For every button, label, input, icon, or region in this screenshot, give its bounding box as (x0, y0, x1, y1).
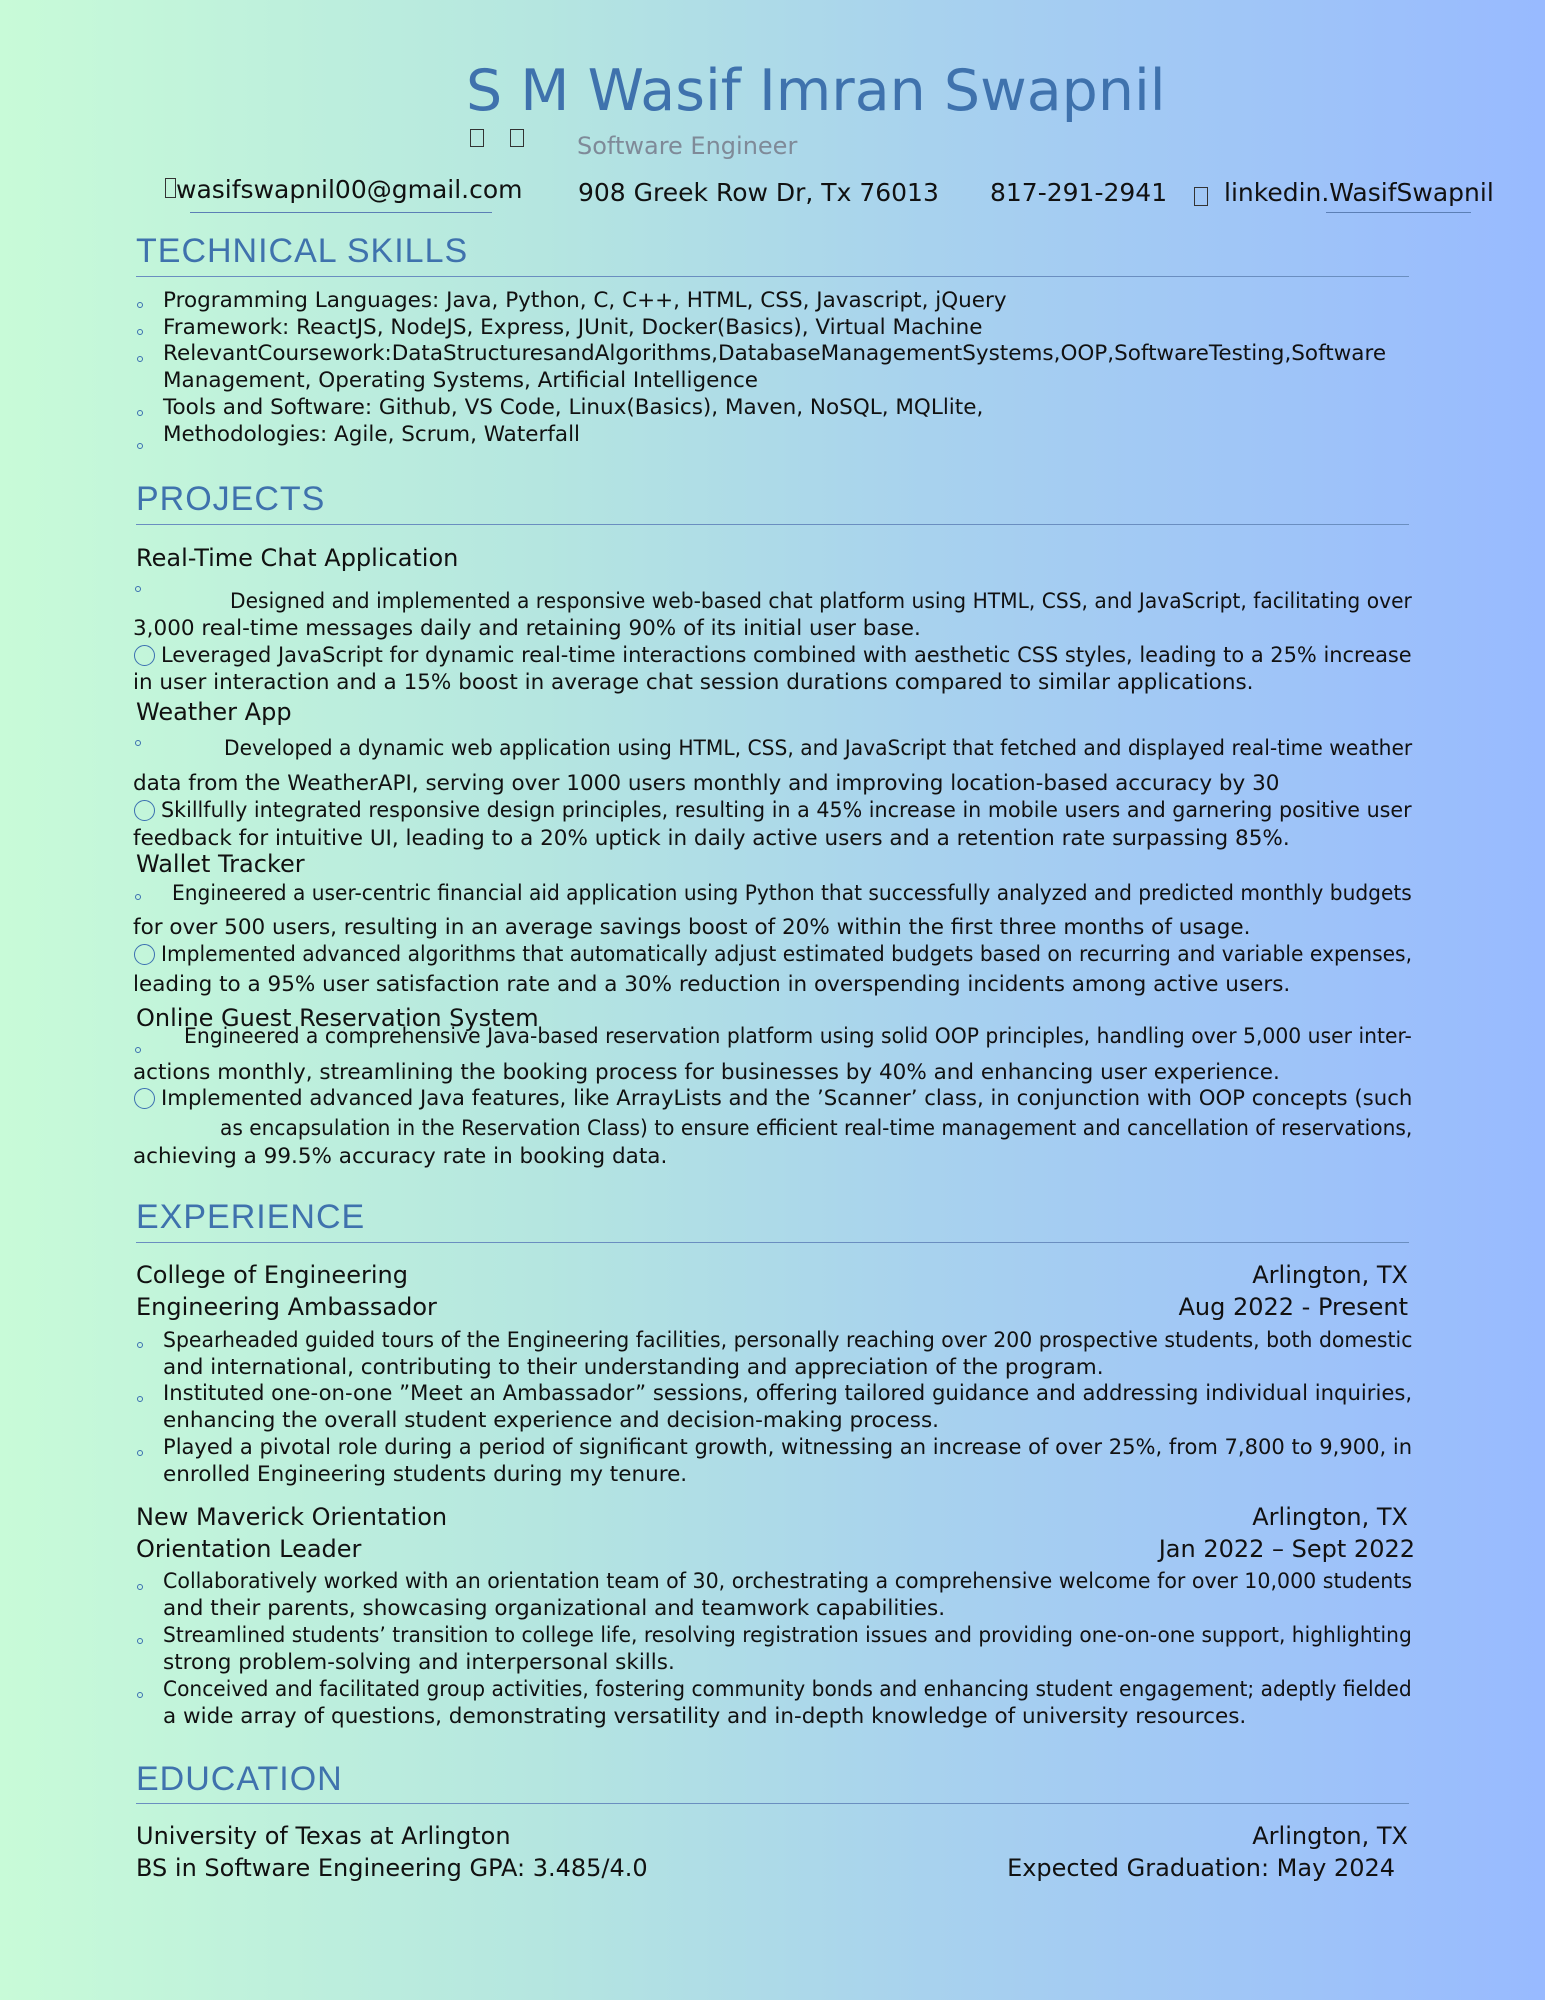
experience-line: and international, contributing to their understanding and appreciation of the program. (163, 1355, 1104, 1380)
experience-line: and their parents, showcasing organizational and teamwork capabilities. (163, 1596, 946, 1621)
bullet-icon (134, 645, 155, 666)
bullet-icon (137, 1584, 143, 1590)
section-rule (136, 524, 1409, 525)
experience-position: Engineering Ambassador (136, 1293, 437, 1321)
project-line: Engineered a comprehensive Java-based reservation platform using solid OOP principles, handling over 5,000 user inter- (184, 1024, 1412, 1049)
linkedin-link[interactable]: linkedin.WasifSwapnil (1224, 178, 1494, 207)
project-line: data from the WeatherAPI, serving over 1000 users monthly and improving location-based accuracy by 30 (133, 771, 1280, 796)
skill-line: Management, Operating Systems, Artificial Intelligence (163, 368, 759, 393)
bullet-icon (134, 800, 155, 821)
bullet-icon (137, 410, 143, 416)
experience-line: Collaboratively worked with an orientation team of 30, orchestrating a comprehensive welcome for over 10,000 students (163, 1569, 1413, 1594)
project-line: feedback for intuitive UI, leading to a 20% uptick in daily active users and a retention rate surpassing 85%. (133, 826, 1290, 851)
linkedin-icon (1194, 187, 1208, 206)
linkedin-underline (1326, 212, 1471, 213)
bullet-icon (135, 894, 141, 900)
project-line: in user interaction and a 15% boost in average chat session durations compared to similar applications. (133, 670, 1254, 695)
education-degree: BS in Software Engineering GPA: 3.485/4.0 (136, 1854, 648, 1882)
experience-line: Instituted one-on-one ”Meet an Ambassador” sessions, offering tailored guidance and addressing individual inquiries, (163, 1381, 1413, 1406)
project-line: for over 500 users, resulting in an average savings boost of 20% within the first three months of usage. (133, 915, 1251, 940)
section-title-education: EDUCATION (136, 1760, 343, 1798)
bullet-icon (137, 1692, 143, 1698)
phone-icon (470, 129, 484, 147)
bullet-icon (137, 1342, 143, 1348)
section-title-projects: PROJECTS (136, 480, 326, 518)
project-line: 3,000 real-time messages daily and retaining 90% of its initial user base. (133, 616, 921, 641)
project-line: Leveraged JavaScript for dynamic real-time interactions combined with aesthetic CSS styles, leading to a 25% increase (161, 643, 1412, 668)
bullet-icon (134, 944, 155, 965)
experience-line: Played a pivotal role during a period of significant growth, witnessing an increase of over 25%, from 7,800 to 9,900, in (163, 1435, 1413, 1460)
bullet-icon (137, 329, 143, 335)
project-name: Wallet Tracker (136, 850, 305, 878)
email-underline (190, 212, 492, 213)
email-icon (165, 178, 176, 198)
experience-line: Spearheaded guided tours of the Engineering facilities, personally reaching over 200 prospective students, both domestic (163, 1328, 1413, 1353)
experience-location: Arlington, TX (1252, 1503, 1408, 1531)
experience-line: enrolled Engineering students during my tenure. (163, 1462, 688, 1487)
experience-line: Conceived and facilitated group activities, fostering community bonds and enhancing student engagement; adeptly fielded (163, 1677, 1412, 1702)
experience-location: Arlington, TX (1252, 1261, 1408, 1289)
email-link[interactable]: wasifswapnil00@gmail.com (176, 175, 523, 204)
phone-text: 817-291-2941 (990, 178, 1168, 207)
section-title-skills: TECHNICAL SKILLS (136, 232, 469, 270)
education-location: Arlington, TX (1252, 1822, 1408, 1850)
bullet-icon (137, 356, 143, 362)
section-title-experience: EXPERIENCE (136, 1198, 366, 1236)
project-line: Implemented advanced Java features, like ArrayLists and the ’Scanner’ class, in conjunction with OOP concepts (such (161, 1086, 1413, 1111)
section-rule (136, 1242, 1409, 1243)
project-name: Online Guest Reservation System (136, 1004, 539, 1032)
bullet-icon (135, 1047, 141, 1053)
bullet-icon (137, 1396, 143, 1402)
experience-org: College of Engineering (136, 1261, 408, 1289)
experience-line: strong problem-solving and interpersonal skills. (163, 1650, 675, 1675)
bullet-icon (134, 1088, 155, 1109)
education-graduation: Expected Graduation: May 2024 (1007, 1854, 1395, 1882)
experience-org: New Maverick Orientation (136, 1503, 448, 1531)
project-line: Implemented advanced algorithms that automatically adjust estimated budgets based on recurring and variable expenses, (161, 942, 1413, 967)
project-line: leading to a 95% user satisfaction rate and a 30% reduction in overspending incidents among active users. (133, 972, 1291, 997)
section-rule (136, 276, 1409, 277)
envelope-icon (510, 129, 524, 147)
bullet-icon (135, 740, 141, 746)
resume-name: S M Wasif Imran Swapnil (466, 58, 1166, 124)
job-title: Software Engineer (577, 132, 798, 160)
skill-line: Tools and Software: Github, VS Code, Linux(Basics), Maven, NoSQL, MQLlite, (163, 395, 984, 420)
bullet-icon (137, 1450, 143, 1456)
experience-dates: Jan 2022 – Sept 2022 (1158, 1535, 1415, 1563)
project-name: Real-Time Chat Application (136, 544, 459, 572)
skill-line: RelevantCoursework:DataStructuresandAlgorithms,DatabaseManagementSystems,OOP,SoftwareTesting,Software (163, 341, 1387, 366)
project-line: actions monthly, streamlining the booking process for businesses by 40% and enhancing user experience. (133, 1060, 1280, 1085)
project-line: Developed a dynamic web application using HTML, CSS, and JavaScript that fetched and displayed real-time weather (224, 736, 1413, 761)
project-line: Designed and implemented a responsive web-based chat platform using HTML, CSS, and JavaScript, facilitating over (230, 589, 1412, 614)
experience-line: enhancing the overall student experience and decision-making process. (163, 1408, 939, 1433)
bullet-icon (137, 443, 143, 449)
project-line: achieving a 99.5% accuracy rate in booking data. (133, 1144, 668, 1169)
project-line: Skillfully integrated responsive design principles, resulting in a 45% increase in mobile users and garnering positive user (161, 798, 1412, 823)
skill-line: Framework: ReactJS, NodeJS, Express, JUnit, Docker(Basics), Virtual Machine (163, 315, 983, 340)
bullet-icon (137, 1638, 143, 1644)
skill-line: Programming Languages: Java, Python, C, C++, HTML, CSS, Javascript, jQuery (163, 288, 1007, 313)
experience-line: Streamlined students’ transition to college life, resolving registration issues and providing one-on-one support, highlighting (163, 1623, 1412, 1648)
skill-line: Methodologies: Agile, Scrum, Waterfall (163, 422, 581, 447)
project-name: Weather App (136, 698, 292, 726)
project-line: as encapsulation in the Reservation Class) to ensure efficient real-time management and cancellation of reservations, (220, 1116, 1413, 1141)
experience-position: Orientation Leader (136, 1535, 362, 1563)
bullet-icon (137, 302, 143, 308)
education-school: University of Texas at Arlington (136, 1822, 511, 1850)
project-line: Engineered a user-centric financial aid application using Python that successfully analyzed and predicted monthly budgets (172, 881, 1412, 906)
experience-line: a wide array of questions, demonstrating versatility and in-depth knowledge of university resources. (163, 1704, 1247, 1729)
address-text: 908 Greek Row Dr, Tx 76013 (578, 178, 939, 207)
section-rule (136, 1803, 1409, 1804)
experience-dates: Aug 2022 - Present (1178, 1293, 1408, 1321)
bullet-icon (135, 586, 141, 592)
